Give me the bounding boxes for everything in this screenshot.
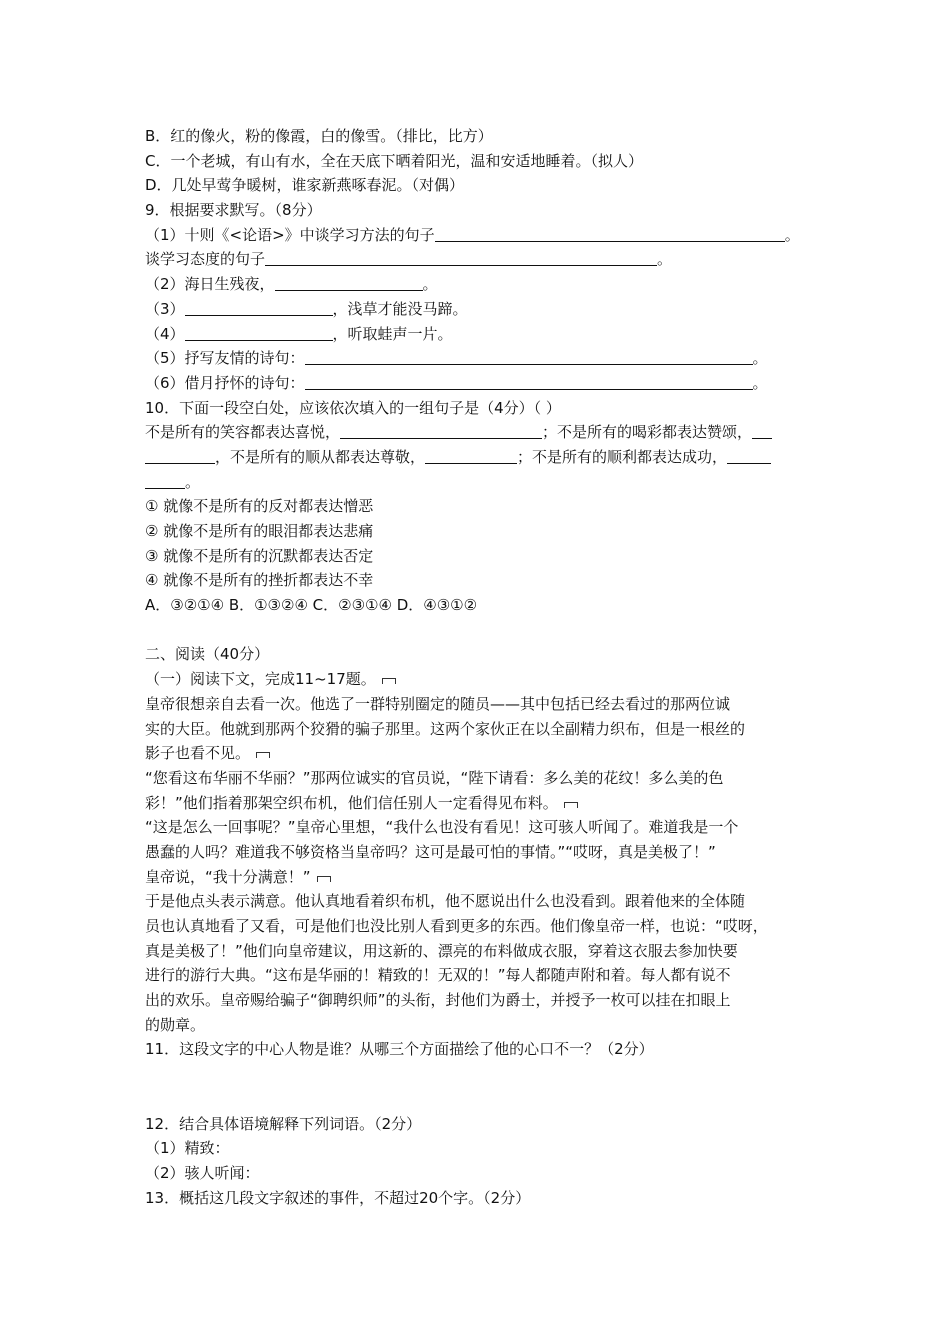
- passage-line: 真是美极了！”他们向皇帝建议，用这新的、漂亮的布料做成衣服，穿着这衣服去参加快要: [145, 941, 738, 960]
- answer-blank[interactable]: [752, 423, 772, 439]
- answer-blank[interactable]: [145, 473, 185, 489]
- answer-blank[interactable]: [340, 423, 542, 439]
- passage-line: 彩！”他们指着那架空织布机，他们信任别人一定看得见布料。: [145, 791, 825, 816]
- passage-line: 出的欢乐。皇帝赐给骗子“御聘织师”的头衔，封他们为爵士，并授予一枚可以挂在扣眼上: [145, 991, 731, 1010]
- answer-blank[interactable]: [185, 300, 333, 316]
- question-10: 10．下面一段空白处，应该依次填入的一组句子是（4分）（ ）: [145, 398, 561, 417]
- question-13: 13．概括这几段文字叙述的事件，不超过20个字。（2分）: [145, 1188, 531, 1207]
- option-c: C．一个老城，有山有水，全在天底下晒着阳光，温和安适地睡着。（拟人）: [145, 151, 643, 170]
- answer-blank[interactable]: [145, 448, 215, 464]
- answer-blank[interactable]: [275, 275, 423, 291]
- answer-blank[interactable]: [265, 250, 657, 266]
- passage-line: 愚蠢的人吗？难道我不够资格当皇帝吗？这可是最可怕的事情。”“哎呀，真是美极了！”: [145, 842, 716, 861]
- question-12-1: （1）精致：: [145, 1139, 230, 1158]
- question-12-2: （2）骇人听闻：: [145, 1163, 260, 1182]
- passage-line: 员也认真地看了又看，可是他们也没比别人看到更多的东西。他们像皇帝一样，也说：“哎呀，: [145, 917, 768, 935]
- answer-blank[interactable]: [305, 374, 753, 390]
- passage-line: 皇帝说，“我十分满意！”: [145, 865, 825, 890]
- option-b: B．红的像火，粉的像霞，白的像雪。（排比，比方）: [145, 127, 493, 145]
- answer-blank[interactable]: [727, 448, 771, 464]
- answer-options: A．③②①④ B．①③②④ C．②③①④ D．④③①②: [145, 596, 478, 615]
- question-9-6: （6）借月抒怀的诗句： 。: [145, 373, 768, 392]
- question-9: 9．根据要求默写。（8分）: [145, 201, 322, 220]
- passage-line: 的勋章。: [145, 1015, 206, 1034]
- paragraph-mark-icon: [317, 876, 331, 882]
- answer-blank[interactable]: [435, 226, 785, 242]
- answer-space[interactable]: [145, 1062, 825, 1111]
- passage-line: “您看这布华丽不华丽？”那两位诚实的官员说，“陛下请看：多么美的花纹！多么美的色: [145, 768, 724, 787]
- passage-line: 进行的游行大典。“这布是华丽的！精致的！无双的！”每人都随声附和着。每人都有说不: [145, 966, 731, 985]
- paragraph-mark-icon: [256, 752, 270, 758]
- question-10-line-3: 。: [145, 470, 825, 495]
- question-10-line-1: 不是所有的笑容都表达喜悦， ；不是所有的喝彩都表达赞颂，: [145, 420, 825, 445]
- exam-content: [145, 124, 825, 1210]
- choice-1: ① 就像不是所有的反对都表达憎恶: [145, 497, 374, 516]
- question-10-line-2: ，不是所有的顺从都表达尊敬， ；不是所有的顺利都表达成功，: [145, 445, 825, 470]
- paragraph-mark-icon: [564, 802, 578, 808]
- question-9-2: （2）海日生残夜， 。: [145, 275, 438, 294]
- passage-line: 皇帝很想亲自去看一次。他选了一群特别圈定的随员——其中包括已经去看过的那两位诚: [145, 694, 731, 713]
- passage-line: “这是怎么一回事呢？”皇帝心里想，“我什么也没有看见！这可骇人听闻了。难道我是一个: [145, 818, 739, 837]
- paragraph-mark-icon: [382, 678, 396, 684]
- question-11: 11．这段文字的中心人物是谁？从哪三个方面描绘了他的心口不一？（2分）: [145, 1040, 654, 1059]
- answer-blank[interactable]: [425, 448, 517, 464]
- question-9-5: （5）抒写友情的诗句： 。: [145, 349, 768, 368]
- reading-instruction: （一）阅读下文，完成11~17题。: [145, 667, 825, 692]
- answer-blank[interactable]: [185, 325, 333, 341]
- question-9-3: （3） ，浅草才能没马蹄。: [145, 299, 468, 318]
- option-d: D．几处早莺争暖树，谁家新燕啄春泥。（对偶）: [145, 176, 465, 195]
- choice-3: ③ 就像不是所有的沉默都表达否定: [145, 546, 374, 565]
- question-9-1a: （1）十则《<论语>》中谈学习方法的句子 。: [145, 225, 800, 244]
- choice-4: ④ 就像不是所有的挫折都表达不幸: [145, 571, 374, 590]
- question-12: 12．结合具体语境解释下列词语。（2分）: [145, 1114, 422, 1133]
- section-heading: 二、阅读（40分）: [145, 645, 270, 664]
- passage-line: 于是他点头表示满意。他认真地看着织布机，他不愿说出什么也没看到。跟着他来的全体随: [145, 892, 746, 911]
- passage-line: 影子也看不见。: [145, 741, 825, 766]
- passage-line: 实的大臣。他就到那两个狡猾的骗子那里。这两个家伙正在以全副精力织布，但是一根丝的: [145, 719, 746, 738]
- question-9-4: （4） ，听取蛙声一片。: [145, 324, 453, 343]
- choice-2: ② 就像不是所有的眼泪都表达悲痛: [145, 522, 374, 540]
- question-9-1b: 谈学习态度的句子 。: [145, 250, 673, 269]
- answer-blank[interactable]: [305, 349, 753, 365]
